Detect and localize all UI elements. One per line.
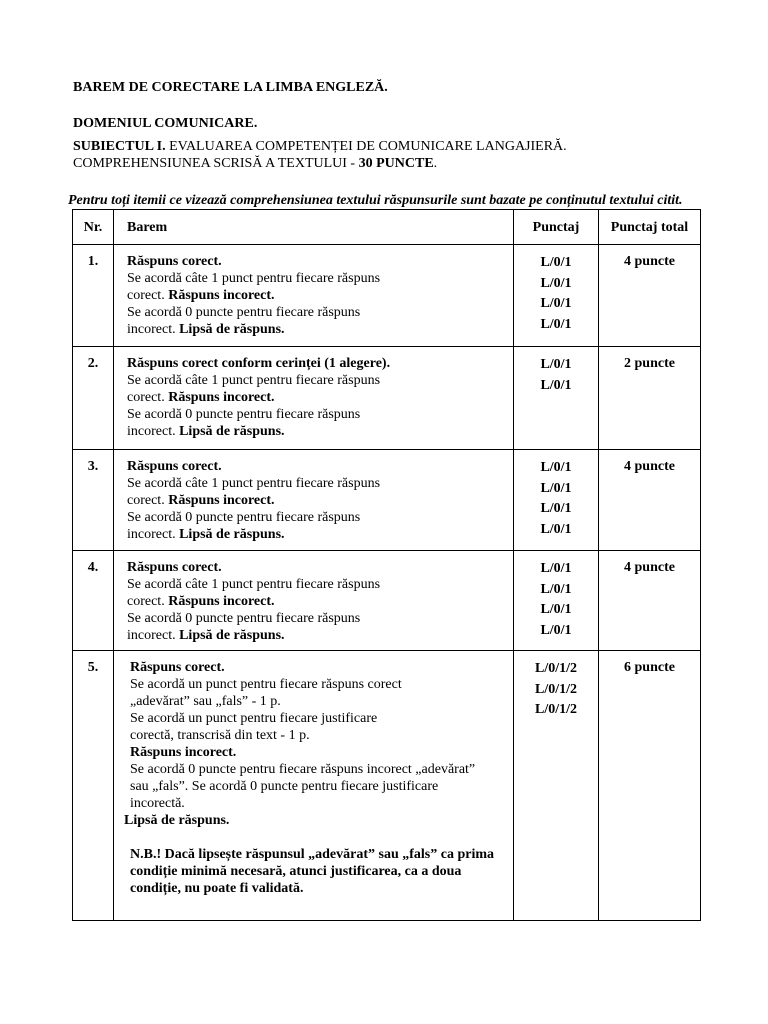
table-row — [73, 551, 701, 651]
criteria-text: corectă, transcrisă din text - 1 p. — [130, 728, 310, 743]
points-value: L/0/1 — [540, 255, 572, 270]
criteria-text: Se acordă câte 1 punct pentru fiecare răspuns — [127, 373, 381, 388]
points-value: L/0/1 — [540, 561, 572, 576]
criteria-text: „adevărat” sau „fals” - 1 p. — [130, 694, 281, 709]
criteria-text: incorectă. — [130, 796, 185, 811]
document-title: BAREM DE CORECTARE LA LIMBA ENGLEZĂ. — [73, 80, 388, 95]
row-points — [514, 450, 599, 551]
correct-label: Răspuns corect. — [127, 254, 222, 269]
subject-line2-end: . — [433, 156, 438, 171]
header-barem: Barem — [114, 210, 514, 245]
incorrect-label: Răspuns incorect. — [130, 745, 237, 760]
subject-heading — [73, 138, 567, 172]
row-total: 4 puncte — [599, 450, 701, 551]
missing-label: Lipsă de răspuns. — [179, 322, 285, 337]
correct-label: Răspuns corect. — [130, 660, 225, 675]
criteria-text: Se acordă un punct pentru fiecare justificare — [130, 711, 378, 726]
points-value: L/0/1/2 — [534, 661, 577, 676]
grading-table — [72, 209, 701, 921]
points-value: L/0/1 — [540, 357, 572, 372]
correct-label: Răspuns corect. — [127, 560, 222, 575]
criteria-text: Se acordă un punct pentru fiecare răspuns corect — [130, 677, 402, 692]
row-number: 3. — [73, 450, 114, 551]
correct-label: Răspuns corect. — [127, 459, 222, 474]
row-number: 5. — [73, 651, 114, 921]
points-value: L/0/1/2 — [534, 702, 577, 717]
points-value: L/0/1 — [540, 296, 572, 311]
missing-label: Lipsă de răspuns. — [179, 424, 285, 439]
row-criteria — [114, 450, 514, 551]
criteria-text: Se acordă 0 puncte pentru fiecare răspuns — [127, 407, 361, 422]
domain-heading: DOMENIUL COMUNICARE. — [73, 116, 258, 131]
points-value: L/0/1 — [540, 622, 572, 638]
criteria-text: Se acordă 0 puncte pentru fiecare răspuns incorect „adevărat” — [130, 762, 476, 777]
intro-note: Pentru toți itemii ce vizează comprehensiunea textului răspunsurile sunt bazate pe conținutul textului citit. — [68, 193, 683, 208]
table-row — [73, 245, 701, 347]
incorrect-label: Răspuns incorect. — [168, 288, 275, 303]
row-criteria — [114, 245, 514, 347]
row-total: 4 puncte — [599, 551, 701, 651]
criteria-text: Se acordă 0 puncte pentru fiecare răspuns — [127, 611, 361, 626]
points-value: L/0/1 — [540, 460, 572, 475]
table-header-row — [73, 210, 701, 245]
row-criteria — [114, 551, 514, 651]
row-number: 1. — [73, 245, 114, 347]
criteria-text: corect. — [127, 493, 169, 508]
row-total: 4 puncte — [599, 245, 701, 347]
incorrect-label: Răspuns incorect. — [168, 493, 275, 508]
correct-label: Răspuns corect conform cerinței (1 alegere). — [127, 356, 391, 371]
row-number: 2. — [73, 347, 114, 450]
criteria-text: incorect. — [127, 322, 180, 337]
criteria-text: incorect. — [127, 424, 180, 439]
points-value: L/0/1 — [540, 377, 572, 393]
missing-label: Lipsă de răspuns. — [179, 628, 285, 643]
criteria-text: incorect. — [127, 628, 180, 643]
criteria-text: Se acordă 0 puncte pentru fiecare răspuns — [127, 510, 361, 525]
criteria-text: sau „fals”. Se acordă 0 puncte pentru fiecare justificare — [130, 779, 439, 794]
criteria-text: Se acordă câte 1 punct pentru fiecare răspuns — [127, 476, 381, 491]
nb-note: N.B.! Dacă lipsește răspunsul „adevărat” sau „fals” ca prima condiție minimă necesară, atunci justificarea, ca a doua condiție, nu poate fi validată. — [130, 847, 495, 896]
points-value: L/0/1 — [540, 501, 572, 516]
incorrect-label: Răspuns incorect. — [168, 594, 275, 609]
row-number: 4. — [73, 551, 114, 651]
row-total: 2 puncte — [599, 347, 701, 450]
criteria-text: Se acordă câte 1 punct pentru fiecare răspuns — [127, 577, 381, 592]
missing-label: Lipsă de răspuns. — [124, 813, 230, 828]
criteria-text: corect. — [127, 390, 169, 405]
header-punctaj-total: Punctaj total — [599, 210, 701, 245]
points-value: L/0/1 — [540, 316, 572, 332]
criteria-text: Se acordă câte 1 punct pentru fiecare răspuns — [127, 271, 381, 286]
missing-label: Lipsă de răspuns. — [179, 527, 285, 542]
row-total: 6 puncte — [599, 651, 701, 921]
row-criteria — [114, 347, 514, 450]
table-row — [73, 347, 701, 450]
row-points — [514, 245, 599, 347]
table-row — [73, 450, 701, 551]
points-value: L/0/1 — [540, 480, 572, 496]
points-value: L/0/1/2 — [534, 681, 577, 697]
row-points — [514, 551, 599, 651]
header-punctaj: Punctaj — [514, 210, 599, 245]
subject-points: 30 PUNCTE — [358, 156, 434, 171]
criteria-text: corect. — [127, 288, 169, 303]
row-points — [514, 347, 599, 450]
subject-line1: EVALUAREA COMPETENȚEI DE COMUNICARE LANGAJIERĂ. — [165, 139, 567, 154]
criteria-text: Se acordă 0 puncte pentru fiecare răspuns — [127, 305, 361, 320]
criteria-text: incorect. — [127, 527, 180, 542]
subject-line2: COMPREHENSIUNEA SCRISĂ A TEXTULUI - — [73, 156, 359, 171]
row-criteria — [114, 651, 514, 921]
header-nr: Nr. — [73, 210, 114, 245]
points-value: L/0/1 — [540, 275, 572, 291]
points-value: L/0/1 — [540, 581, 572, 597]
points-value: L/0/1 — [540, 602, 572, 617]
points-value: L/0/1 — [540, 521, 572, 537]
subject-label: SUBIECTUL I. — [73, 139, 166, 154]
criteria-text: corect. — [127, 594, 169, 609]
row-points — [514, 651, 599, 921]
table-row — [73, 651, 701, 921]
incorrect-label: Răspuns incorect. — [168, 390, 275, 405]
